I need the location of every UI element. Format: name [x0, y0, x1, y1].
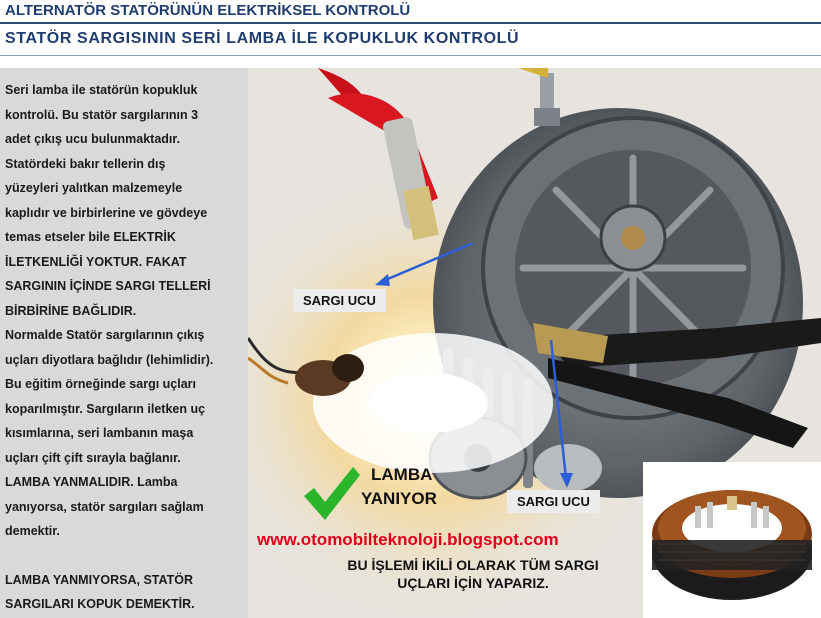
page-subtitle: STATÖR SARGISININ SERİ LAMBA İLE KOPUKLUK KONTROLÜ: [5, 30, 520, 47]
lamp-status-line1: LAMBA: [371, 465, 433, 484]
description-line: Seri lamba ile statörün kopukluk: [5, 83, 198, 97]
description-line: yanıyorsa, statör sargıları sağlam: [5, 499, 204, 514]
description-line: İLETKENLİĞİ YOKTUR. FAKAT: [5, 254, 187, 269]
description-line: Normalde Statör sargılarının çıkış: [5, 328, 205, 342]
description-line: koparılmıştır. Sargıların iletken uç: [5, 401, 206, 416]
description-text: [5, 78, 245, 617]
header-divider: [0, 22, 821, 24]
header-bar: [0, 0, 821, 22]
check-icon: [300, 462, 362, 524]
description-line: kontrolü. Bu statör sargılarının 3: [5, 107, 199, 122]
description-line: adet çıkış ucu bulunmaktadır.: [5, 132, 181, 146]
procedure-note: [298, 556, 648, 592]
description-line: Bu eğitim örneğinde sargı uçları: [5, 377, 197, 391]
description-line: kaplıdır ve birbirlerine ve gövdeye: [5, 205, 208, 220]
description-line: uçları çift çift sırayla bağlanır.: [5, 450, 181, 465]
description-line: uçları diyotlara bağlıdır (lehimlidir).: [5, 352, 214, 367]
description-line: Statördeki bakır tellerin dış: [5, 156, 166, 171]
description-line: temas etseler bile ELEKTRİK: [5, 230, 176, 244]
conclusion-line: LAMBA YANMIYORSA, STATÖR: [5, 572, 193, 587]
description-line: BİRBİRİNE BAĞLIDIR.: [5, 303, 137, 318]
conclusion-line: SARGILARI KOPUK DEMEKTİR.: [5, 597, 195, 611]
stator-image: [643, 462, 821, 618]
description-line: LAMBA YANMALIDIR. Lamba: [5, 475, 178, 489]
page-title: ALTERNATÖR STATÖRÜNÜN ELEKTRİKSEL KONTROLÜ: [5, 2, 411, 19]
description-line: SARGININ İÇİNDE SARGI TELLERİ: [5, 279, 211, 293]
description-line: demektir.: [5, 524, 60, 538]
lamp-status-line2: YANIYOR: [361, 489, 437, 508]
winding-end-label: SARGI UCU: [293, 289, 386, 312]
website-url: www.otomobilteknoloji.blogspot.com: [257, 530, 559, 549]
note-line: UÇLARI İÇİN YAPARIZ.: [397, 575, 549, 591]
subtitle-divider: [0, 55, 821, 56]
description-line: kısımlarına, seri lambanın maşa: [5, 426, 194, 440]
paragraph-gap: [5, 544, 245, 568]
note-line: BU İŞLEMİ İKİLİ OLARAK TÜM SARGI: [347, 557, 599, 573]
description-line: yüzeyleri yalıtkan malzemeyle: [5, 181, 183, 195]
description-panel: [0, 68, 248, 618]
winding-end-label: SARGI UCU: [507, 490, 600, 513]
